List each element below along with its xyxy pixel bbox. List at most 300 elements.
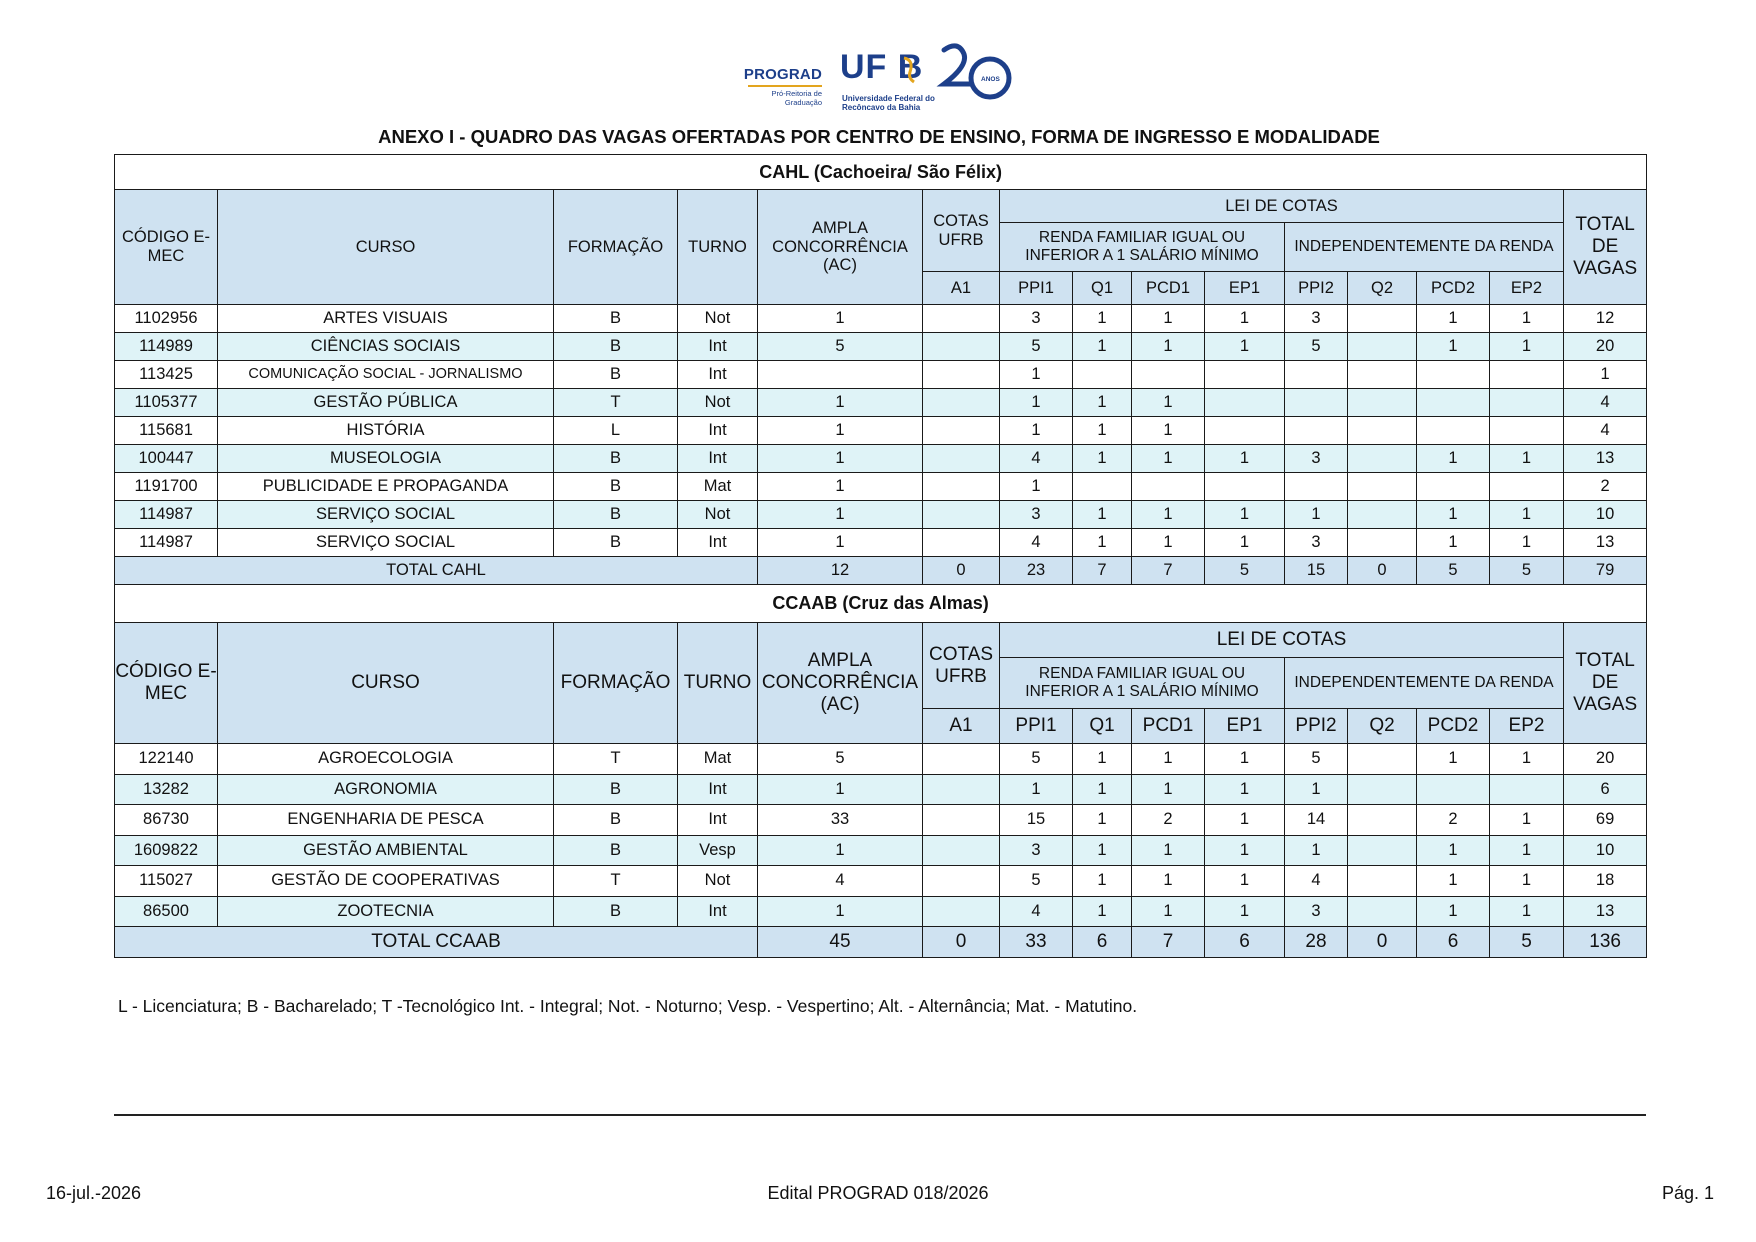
total-cell-ppi1: 33 xyxy=(1000,927,1073,958)
cell-q2 xyxy=(1348,501,1417,529)
total-cell-pcd1: 7 xyxy=(1132,927,1205,958)
cell-total: 4 xyxy=(1564,389,1647,417)
cell-ac: 1 xyxy=(758,774,923,805)
total-cell-ep2: 5 xyxy=(1490,557,1564,585)
total-cell-ep1: 5 xyxy=(1205,557,1285,585)
cell-q2 xyxy=(1348,361,1417,389)
cell-ppi1: 1 xyxy=(1000,774,1073,805)
cell-codigo: 114987 xyxy=(115,501,218,529)
cell-turno: Not xyxy=(678,501,758,529)
cell-formacao: B xyxy=(554,835,678,866)
cell-ep1 xyxy=(1205,361,1285,389)
total-row xyxy=(115,927,1647,958)
section-title-ccaab: CCAAB (Cruz das Almas) xyxy=(115,585,1647,623)
cell-pcd2: 1 xyxy=(1417,866,1490,897)
cell-pcd2: 1 xyxy=(1417,835,1490,866)
cell-ac: 33 xyxy=(758,805,923,836)
cell-pcd2: 1 xyxy=(1417,305,1490,333)
col-q2-header: Q2 xyxy=(1348,709,1417,744)
col-a1-header: A1 xyxy=(923,709,1000,744)
total-cell-q1: 6 xyxy=(1073,927,1132,958)
cell-ac: 1 xyxy=(758,473,923,501)
renda-header: RENDA FAMILIAR IGUAL OU INFERIOR A 1 SALÁRIO MÍNIMO xyxy=(1000,658,1285,709)
table-row xyxy=(115,896,1647,927)
cell-total: 20 xyxy=(1564,333,1647,361)
col-ampla-header: AMPLA CONCORRÊNCIA (AC) xyxy=(758,623,923,744)
cell-pcd2: 1 xyxy=(1417,896,1490,927)
cell-ac: 1 xyxy=(758,445,923,473)
total-cell-q1: 7 xyxy=(1073,557,1132,585)
cell-ep2: 1 xyxy=(1490,305,1564,333)
total-cell-ep2: 5 xyxy=(1490,927,1564,958)
cell-ep1: 1 xyxy=(1205,333,1285,361)
footer-date: 16-jul.-2026 xyxy=(46,1183,142,1203)
cell-curso: CIÊNCIAS SOCIAIS xyxy=(218,333,554,361)
cell-a1 xyxy=(923,805,1000,836)
cell-total: 20 xyxy=(1564,744,1647,775)
cell-turno: Vesp xyxy=(678,835,758,866)
independente-header: INDEPENDENTEMENTE DA RENDA xyxy=(1285,223,1564,272)
cell-ep1: 1 xyxy=(1205,744,1285,775)
cell-turno: Int xyxy=(678,805,758,836)
cell-curso: ARTES VISUAIS xyxy=(218,305,554,333)
cell-ac: 1 xyxy=(758,389,923,417)
cell-a1 xyxy=(923,529,1000,557)
cell-ppi1: 1 xyxy=(1000,473,1073,501)
col-total-header: TOTAL DE VAGAS xyxy=(1564,190,1647,305)
cell-curso: SERVIÇO SOCIAL xyxy=(218,501,554,529)
cell-ppi2: 3 xyxy=(1285,305,1348,333)
cell-pcd1: 1 xyxy=(1132,529,1205,557)
footer-page-number: Pág. 1 xyxy=(1661,1183,1714,1203)
total-label: TOTAL CAHL xyxy=(115,557,758,585)
cell-ep2: 1 xyxy=(1490,805,1564,836)
cell-turno: Mat xyxy=(678,473,758,501)
cell-pcd1: 1 xyxy=(1132,744,1205,775)
cell-pcd1: 2 xyxy=(1132,805,1205,836)
cell-a1 xyxy=(923,866,1000,897)
cell-q2 xyxy=(1348,473,1417,501)
cell-ppi2: 1 xyxy=(1285,835,1348,866)
prograd-logo-subtitle-1: Pró-Reitoria de xyxy=(771,89,822,98)
ufrb-logo-subtitle-1: Universidade Federal do xyxy=(842,94,935,103)
cell-curso: HISTÓRIA xyxy=(218,417,554,445)
cell-curso: GESTÃO PÚBLICA xyxy=(218,389,554,417)
col-cotas-ufrb-header: COTAS UFRB xyxy=(923,623,1000,709)
cell-ppi2 xyxy=(1285,473,1348,501)
cell-a1 xyxy=(923,896,1000,927)
total-cell-ac: 12 xyxy=(758,557,923,585)
cell-ep2 xyxy=(1490,417,1564,445)
col-total-header: TOTAL DE VAGAS xyxy=(1564,623,1647,744)
cell-pcd1: 1 xyxy=(1132,774,1205,805)
cell-q2 xyxy=(1348,389,1417,417)
cell-codigo: 13282 xyxy=(115,774,218,805)
col-cotas-ufrb-header: COTAS UFRB xyxy=(923,190,1000,272)
cell-q2 xyxy=(1348,445,1417,473)
cell-ac: 1 xyxy=(758,529,923,557)
cell-q2 xyxy=(1348,529,1417,557)
vagas-table xyxy=(114,154,1647,958)
cell-ppi1: 3 xyxy=(1000,501,1073,529)
cell-pcd2: 1 xyxy=(1417,744,1490,775)
cell-ep1: 1 xyxy=(1205,501,1285,529)
cell-ep2 xyxy=(1490,389,1564,417)
cell-ep1: 1 xyxy=(1205,866,1285,897)
cell-turno: Int xyxy=(678,529,758,557)
cell-q1: 1 xyxy=(1073,445,1132,473)
cell-pcd1: 1 xyxy=(1132,835,1205,866)
cell-q1: 1 xyxy=(1073,774,1132,805)
cell-formacao: B xyxy=(554,333,678,361)
table-row xyxy=(115,389,1647,417)
cell-a1 xyxy=(923,389,1000,417)
total-cell-a1: 0 xyxy=(923,927,1000,958)
cell-formacao: B xyxy=(554,305,678,333)
cell-ep2: 1 xyxy=(1490,744,1564,775)
cell-q1: 1 xyxy=(1073,744,1132,775)
cell-pcd1 xyxy=(1132,361,1205,389)
prograd-logo-bar xyxy=(748,85,822,87)
ufrb-logo-subtitle-2: Recôncavo da Bahia xyxy=(842,103,921,112)
cell-total: 18 xyxy=(1564,866,1647,897)
cell-codigo: 86500 xyxy=(115,896,218,927)
cell-pcd1: 1 xyxy=(1132,866,1205,897)
cell-q2 xyxy=(1348,774,1417,805)
total-cell-pcd1: 7 xyxy=(1132,557,1205,585)
cell-ppi2 xyxy=(1285,361,1348,389)
cell-q1: 1 xyxy=(1073,835,1132,866)
prograd-logo-subtitle-2: Graduação xyxy=(784,98,822,107)
cell-formacao: T xyxy=(554,744,678,775)
cell-ppi2: 3 xyxy=(1285,445,1348,473)
cell-codigo: 115681 xyxy=(115,417,218,445)
cell-ppi2: 3 xyxy=(1285,896,1348,927)
cell-ep2 xyxy=(1490,361,1564,389)
cell-pcd1: 1 xyxy=(1132,445,1205,473)
cell-curso: PUBLICIDADE E PROPAGANDA xyxy=(218,473,554,501)
cell-q2 xyxy=(1348,835,1417,866)
cell-pcd1 xyxy=(1132,473,1205,501)
cell-formacao: B xyxy=(554,805,678,836)
cell-ep2: 1 xyxy=(1490,896,1564,927)
document-title: ANEXO I - QUADRO DAS VAGAS OFERTADAS POR CENTRO DE ENSINO, FORMA DE INGRESSO E MODALIDADE xyxy=(378,126,1380,147)
table-row xyxy=(115,744,1647,775)
col-turno-header: TURNO xyxy=(678,623,758,744)
col-ep1-header: EP1 xyxy=(1205,272,1285,305)
cell-codigo: 115027 xyxy=(115,866,218,897)
table-row xyxy=(115,805,1647,836)
cell-pcd2: 1 xyxy=(1417,501,1490,529)
cell-ep1: 1 xyxy=(1205,896,1285,927)
col-ampla-header: AMPLA CONCORRÊNCIA (AC) xyxy=(758,190,923,305)
col-ep2-header: EP2 xyxy=(1490,272,1564,305)
cell-ppi2: 1 xyxy=(1285,501,1348,529)
col-q2-header: Q2 xyxy=(1348,272,1417,305)
ufrb-20-anos-logo xyxy=(840,40,1040,112)
cell-formacao: B xyxy=(554,501,678,529)
cell-q2 xyxy=(1348,305,1417,333)
cell-formacao: T xyxy=(554,389,678,417)
cell-formacao: B xyxy=(554,774,678,805)
table-row xyxy=(115,333,1647,361)
cell-ep1: 1 xyxy=(1205,805,1285,836)
cell-ppi1: 15 xyxy=(1000,805,1073,836)
cell-q1: 1 xyxy=(1073,805,1132,836)
cell-formacao: B xyxy=(554,896,678,927)
cell-turno: Int xyxy=(678,445,758,473)
col-q1-header: Q1 xyxy=(1073,272,1132,305)
cell-ep2: 1 xyxy=(1490,333,1564,361)
cell-curso: ZOOTECNIA xyxy=(218,896,554,927)
cell-ppi1: 1 xyxy=(1000,417,1073,445)
cell-ac: 5 xyxy=(758,744,923,775)
col-codigo-header: CÓDIGO E-MEC xyxy=(115,623,218,744)
cell-ppi2: 5 xyxy=(1285,333,1348,361)
cell-pcd2 xyxy=(1417,417,1490,445)
cell-pcd2: 1 xyxy=(1417,333,1490,361)
cell-formacao: L xyxy=(554,417,678,445)
col-curso-header: CURSO xyxy=(218,190,554,305)
cell-q1: 1 xyxy=(1073,305,1132,333)
cell-total: 2 xyxy=(1564,473,1647,501)
cell-total: 10 xyxy=(1564,835,1647,866)
cell-pcd2 xyxy=(1417,774,1490,805)
cell-ac: 1 xyxy=(758,896,923,927)
cell-curso: AGROECOLOGIA xyxy=(218,744,554,775)
cell-pcd1: 1 xyxy=(1132,501,1205,529)
cell-a1 xyxy=(923,417,1000,445)
cell-a1 xyxy=(923,361,1000,389)
cell-pcd2 xyxy=(1417,389,1490,417)
table-row xyxy=(115,866,1647,897)
cell-ppi1: 4 xyxy=(1000,529,1073,557)
anos-label: ANOS xyxy=(981,76,1000,83)
cell-pcd2 xyxy=(1417,473,1490,501)
cahl-section xyxy=(115,155,1647,585)
cell-ep1 xyxy=(1205,417,1285,445)
cell-ep1 xyxy=(1205,389,1285,417)
cell-ppi1: 5 xyxy=(1000,333,1073,361)
total-cell-total: 79 xyxy=(1564,557,1647,585)
cell-codigo: 100447 xyxy=(115,445,218,473)
cell-ppi2: 5 xyxy=(1285,744,1348,775)
ufrb-logo-title: UF B xyxy=(840,48,924,86)
col-pcd1-header: PCD1 xyxy=(1132,709,1205,744)
cell-q1 xyxy=(1073,473,1132,501)
cell-formacao: B xyxy=(554,473,678,501)
cell-q1: 1 xyxy=(1073,896,1132,927)
cell-formacao: B xyxy=(554,445,678,473)
cell-curso: MUSEOLOGIA xyxy=(218,445,554,473)
table-row xyxy=(115,529,1647,557)
legend-text: L - Licenciatura; B - Bacharelado; T -Tecnológico Int. - Integral; Not. - Noturno; Vesp. - Vespertino; Alt. - Alternância; Mat. - Matutino. xyxy=(118,996,1138,1016)
col-ppi2-header: PPI2 xyxy=(1285,709,1348,744)
cell-total: 13 xyxy=(1564,529,1647,557)
cell-curso: GESTÃO AMBIENTAL xyxy=(218,835,554,866)
cell-ppi1: 3 xyxy=(1000,835,1073,866)
cell-ppi1: 5 xyxy=(1000,744,1073,775)
cell-turno: Mat xyxy=(678,744,758,775)
cell-a1 xyxy=(923,501,1000,529)
total-cell-ac: 45 xyxy=(758,927,923,958)
cell-codigo: 1105377 xyxy=(115,389,218,417)
cell-q1: 1 xyxy=(1073,501,1132,529)
cell-formacao: T xyxy=(554,866,678,897)
cell-ppi2 xyxy=(1285,417,1348,445)
cell-ppi2: 3 xyxy=(1285,529,1348,557)
total-cell-ppi1: 23 xyxy=(1000,557,1073,585)
cell-pcd1: 1 xyxy=(1132,417,1205,445)
cell-q1: 1 xyxy=(1073,333,1132,361)
total-cell-q2: 0 xyxy=(1348,557,1417,585)
col-pcd1-header: PCD1 xyxy=(1132,272,1205,305)
cell-codigo: 1191700 xyxy=(115,473,218,501)
cell-ppi1: 4 xyxy=(1000,445,1073,473)
independente-header: INDEPENDENTEMENTE DA RENDA xyxy=(1285,658,1564,709)
cell-curso: ENGENHARIA DE PESCA xyxy=(218,805,554,836)
total-cell-pcd2: 6 xyxy=(1417,927,1490,958)
cell-codigo: 1102956 xyxy=(115,305,218,333)
cell-total: 10 xyxy=(1564,501,1647,529)
cell-codigo: 114989 xyxy=(115,333,218,361)
col-q1-header: Q1 xyxy=(1073,709,1132,744)
total-cell-ep1: 6 xyxy=(1205,927,1285,958)
cell-a1 xyxy=(923,774,1000,805)
cell-q2 xyxy=(1348,417,1417,445)
ccaab-section xyxy=(115,585,1647,958)
cell-curso: SERVIÇO SOCIAL xyxy=(218,529,554,557)
cell-ep1: 1 xyxy=(1205,529,1285,557)
cell-codigo: 122140 xyxy=(115,744,218,775)
cell-a1 xyxy=(923,305,1000,333)
table-row xyxy=(115,501,1647,529)
cell-total: 13 xyxy=(1564,896,1647,927)
cell-ppi1: 4 xyxy=(1000,896,1073,927)
cell-turno: Int xyxy=(678,361,758,389)
cell-total: 4 xyxy=(1564,417,1647,445)
cell-q1 xyxy=(1073,361,1132,389)
cell-ac: 1 xyxy=(758,305,923,333)
cell-ep1: 1 xyxy=(1205,835,1285,866)
cell-ep1: 1 xyxy=(1205,445,1285,473)
cell-turno: Int xyxy=(678,896,758,927)
cell-ppi2: 14 xyxy=(1285,805,1348,836)
footer-edital: Edital PROGRAD 018/2026 xyxy=(767,1183,989,1203)
cell-a1 xyxy=(923,333,1000,361)
cell-q1: 1 xyxy=(1073,529,1132,557)
cell-ac xyxy=(758,361,923,389)
lei-de-cotas-header: LEI DE COTAS xyxy=(1000,190,1564,223)
cell-ac: 1 xyxy=(758,835,923,866)
total-cell-pcd2: 5 xyxy=(1417,557,1490,585)
cell-total: 13 xyxy=(1564,445,1647,473)
total-cell-ppi2: 28 xyxy=(1285,927,1348,958)
cell-codigo: 86730 xyxy=(115,805,218,836)
table-row xyxy=(115,445,1647,473)
prograd-logo xyxy=(740,66,822,107)
total-cell-q2: 0 xyxy=(1348,927,1417,958)
cell-ep2 xyxy=(1490,774,1564,805)
col-formacao-header: FORMAÇÃO xyxy=(554,623,678,744)
col-ppi2-header: PPI2 xyxy=(1285,272,1348,305)
col-ppi1-header: PPI1 xyxy=(1000,272,1073,305)
cell-total: 6 xyxy=(1564,774,1647,805)
cell-pcd1: 1 xyxy=(1132,305,1205,333)
cell-total: 12 xyxy=(1564,305,1647,333)
col-turno-header: TURNO xyxy=(678,190,758,305)
cell-ppi1: 1 xyxy=(1000,361,1073,389)
cell-ac: 1 xyxy=(758,501,923,529)
cell-a1 xyxy=(923,744,1000,775)
cell-ppi2: 1 xyxy=(1285,774,1348,805)
lei-de-cotas-header: LEI DE COTAS xyxy=(1000,623,1564,658)
table-row xyxy=(115,417,1647,445)
cell-ppi2: 4 xyxy=(1285,866,1348,897)
renda-header: RENDA FAMILIAR IGUAL OU INFERIOR A 1 SALÁRIO MÍNIMO xyxy=(1000,223,1285,272)
col-pcd2-header: PCD2 xyxy=(1417,272,1490,305)
col-ep1-header: EP1 xyxy=(1205,709,1285,744)
cell-pcd2: 1 xyxy=(1417,529,1490,557)
cell-a1 xyxy=(923,473,1000,501)
cell-turno: Int xyxy=(678,333,758,361)
total-cell-total: 136 xyxy=(1564,927,1647,958)
cell-pcd1: 1 xyxy=(1132,896,1205,927)
footer-divider xyxy=(114,1114,1646,1116)
cell-ep2 xyxy=(1490,473,1564,501)
cell-pcd1: 1 xyxy=(1132,389,1205,417)
cell-ep2: 1 xyxy=(1490,835,1564,866)
cell-turno: Int xyxy=(678,417,758,445)
cell-curso: COMUNICAÇÃO SOCIAL - JORNALISMO xyxy=(218,361,554,389)
cell-turno: Not xyxy=(678,389,758,417)
table-row xyxy=(115,835,1647,866)
cell-codigo: 1609822 xyxy=(115,835,218,866)
cell-a1 xyxy=(923,445,1000,473)
cell-total: 1 xyxy=(1564,361,1647,389)
cell-ep2: 1 xyxy=(1490,866,1564,897)
cell-pcd2: 2 xyxy=(1417,805,1490,836)
cell-pcd2 xyxy=(1417,361,1490,389)
cell-q1: 1 xyxy=(1073,866,1132,897)
cell-ac: 5 xyxy=(758,333,923,361)
cell-codigo: 113425 xyxy=(115,361,218,389)
cell-pcd1: 1 xyxy=(1132,333,1205,361)
total-label: TOTAL CCAAB xyxy=(115,927,758,958)
cell-ppi1: 5 xyxy=(1000,866,1073,897)
col-formacao-header: FORMAÇÃO xyxy=(554,190,678,305)
total-cell-ppi2: 15 xyxy=(1285,557,1348,585)
cell-q1: 1 xyxy=(1073,389,1132,417)
cell-ep2: 1 xyxy=(1490,501,1564,529)
cell-q2 xyxy=(1348,805,1417,836)
table-row xyxy=(115,774,1647,805)
cell-formacao: B xyxy=(554,529,678,557)
col-curso-header: CURSO xyxy=(218,623,554,744)
cell-formacao: B xyxy=(554,361,678,389)
cell-ac: 4 xyxy=(758,866,923,897)
cell-turno: Not xyxy=(678,866,758,897)
cell-a1 xyxy=(923,835,1000,866)
table-row xyxy=(115,473,1647,501)
col-ep2-header: EP2 xyxy=(1490,709,1564,744)
table-row xyxy=(115,305,1647,333)
col-codigo-header: CÓDIGO E-MEC xyxy=(115,190,218,305)
cell-codigo: 114987 xyxy=(115,529,218,557)
cell-ep2: 1 xyxy=(1490,529,1564,557)
table-row xyxy=(115,361,1647,389)
cell-curso: GESTÃO DE COOPERATIVAS xyxy=(218,866,554,897)
